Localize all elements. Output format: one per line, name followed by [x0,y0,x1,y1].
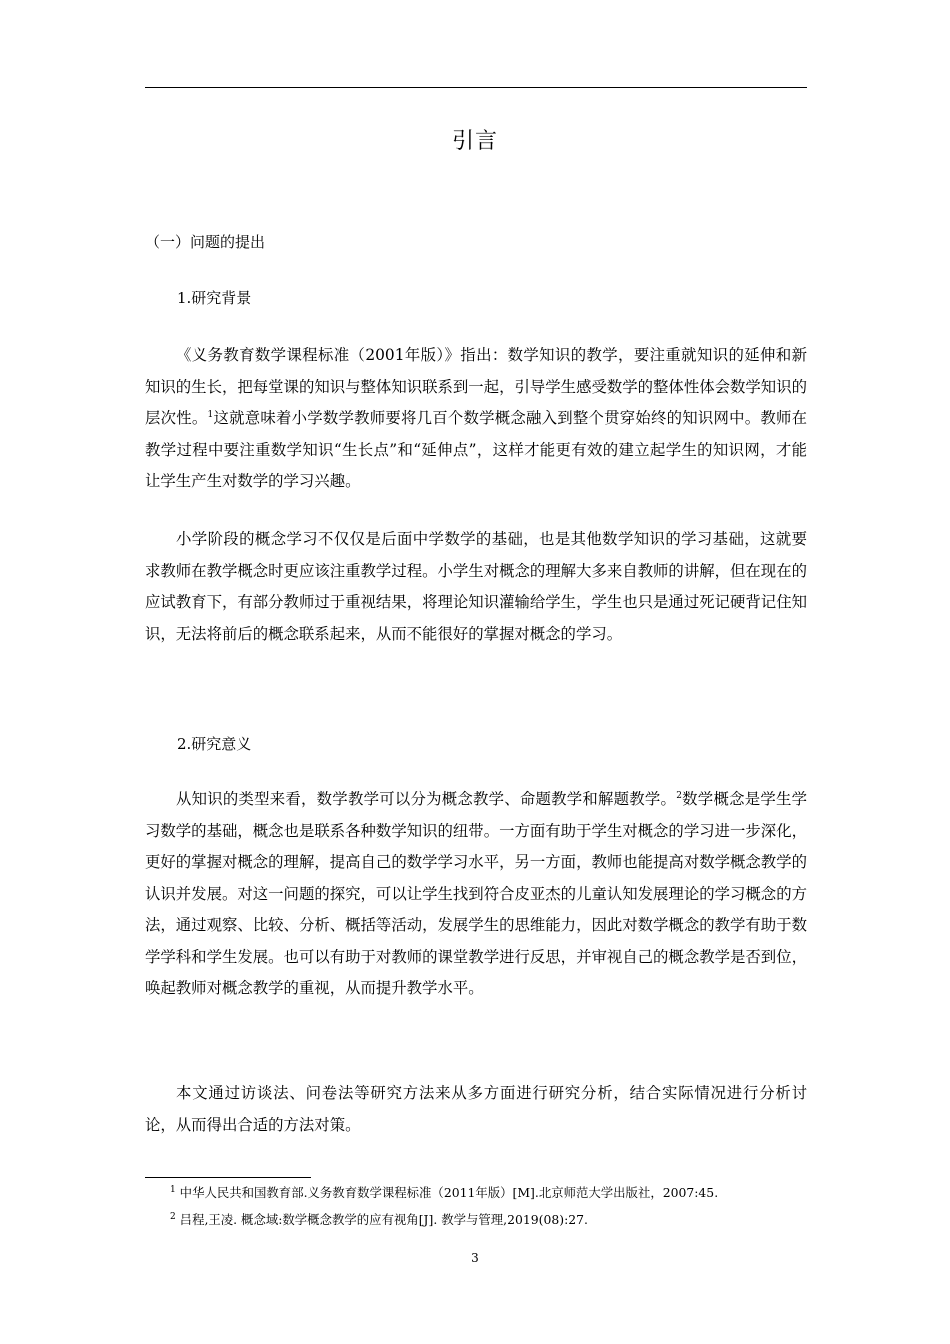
subsection-heading-significance: 2.研究意义 [177,735,252,753]
paragraph-significance-2: 本文通过访谈法、问卷法等研究方法来从多方面进行研究分析，结合实际情况进行分析讨论，从而得出合适的方法对策。 [145,1084,807,1134]
footnote-marker: 1 [170,1184,176,1195]
subsection-heading-background: 1.研究背景 [177,289,252,307]
paragraph-background-1 [145,340,807,498]
header-rule [145,87,807,88]
paragraph-text: 数学概念是学生学习数学的基础，概念也是联系各种数学知识的纽带。一方面有助于学生对概念的学习进一步深化，更好的掌握对概念的理解，提高自己的数学学习水平，另一方面，教师也能提高对数学概念教学的认识并发展。对这一问题的探究，可以让学生找到符合皮亚杰的儿童认知发展理论的学习概念的方法，通过观察、比较、分析、概括等活动，发展学生的思维能力，因此对数学概念的教学有助于数学学科和学生发展。也可以有助于对教师的课堂教学进行反思，并审视自己的概念教学是否到位，唤起教师对概念教学的重视，从而提升教学水平。 [145,790,807,997]
footnote-marker: 2 [170,1211,176,1222]
page-number: 3 [471,1251,479,1265]
paragraph-background-2: 小学阶段的概念学习不仅仅是后面中学数学的基础，也是其他数学知识的学习基础，这就要求教师在教学概念时更应该注重教学过程。小学生对概念的理解大多来自教师的讲解，但在现在的应试教育下，有部分教师过于重视结果，将理论知识灌输给学生，学生也只是通过死记硬背记住知识，无法将前后的概念联系起来，从而不能很好的掌握对概念的学习。 [145,530,807,643]
section-heading: （一）问题的提出 [145,233,266,251]
footnote-ref-1: 1 [207,409,214,420]
footnote-ref-2: 2 [676,790,682,801]
page-title: 引言 [451,129,498,154]
footnote-1 [170,1185,718,1201]
paragraph-text: 《义务教育数学课程标准（2001年版）》指出：数学知识的教学，要注重就知识的延伸和新知识的生长，把每堂课的知识与整体知识联系到一起，引导学生感受数学的整体性体会数学知识的层次性。 [145,346,807,427]
footnote-text: 吕程,王凌. 概念域:数学概念教学的应有视角[J]. 教学与管理,2019(08):27. [175,1212,588,1227]
footnote-separator [145,1177,311,1178]
paragraph-text: 这就意味着小学数学教师要将几百个数学概念融入到整个贯穿始终的知识网中。教师在教学过程中要注重数学知识“生长点”和“延伸点”，这样才能更有效的建立起学生的知识网，才能让学生产生对数学的学习兴趣。 [145,409,807,490]
paragraph-text: 从知识的类型来看，数学教学可以分为概念教学、命题教学和解题教学。 [176,790,677,808]
footnote-text: 中华人民共和国教育部.义务教育数学课程标准（2011年版）[M].北京师范大学出版社，2007:45. [175,1185,719,1200]
footnote-2 [170,1212,588,1228]
paragraph-significance-1 [145,784,807,1005]
